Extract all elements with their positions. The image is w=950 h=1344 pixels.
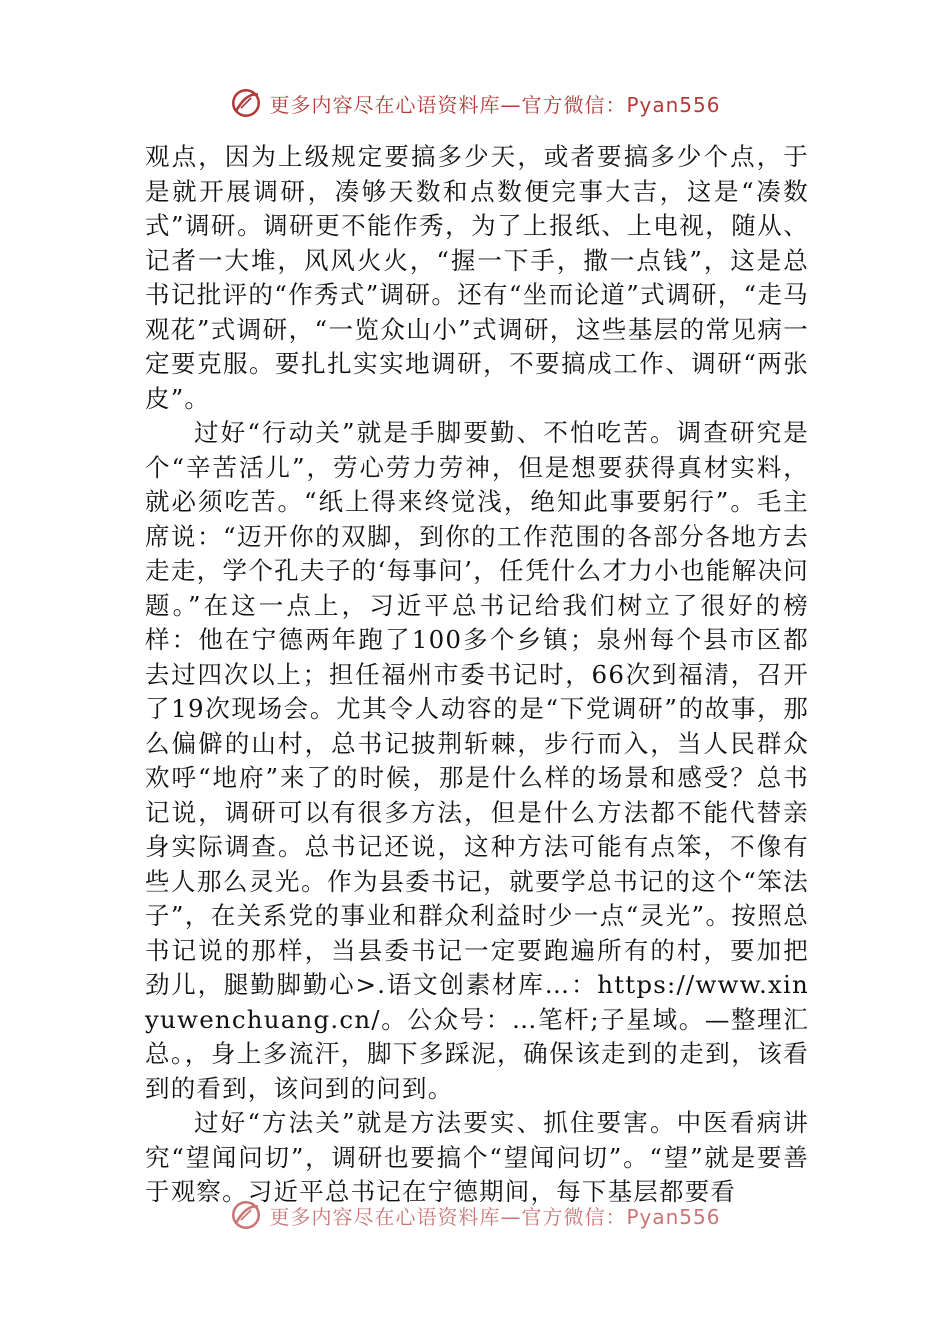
header-banner-text: 更多内容尽在心语资料库—官方微信：Pyan556	[269, 92, 721, 117]
paragraph-1: 观点，因为上级规定要搞多少天，或者要搞多少个点，于是就开展调研，凑够天数和点数便完事大吉，这是“凑数式”调研。调研更不能作秀，为了上报纸、上电视，随从、记者一大堆，风风火火，“握一下手，撒一点钱”，这是总书记批评的“作秀式”调研。还有“坐而论道”式调研，“走马观花”式调研，“一览众山小”式调研，这些基层的常见病一定要克服。要扎扎实实地调研，不要搞成工作、调研“两张皮”。	[145, 142, 809, 413]
paragraph-2: 过好“行动关”就是手脚要勤、不怕吃苦。调查研究是个“辛苦活儿”，劳心劳力劳神，但是想要获得真材实料，就必须吃苦。“纸上得来终觉浅，绝知此事要躬行”。毛主席说：“迈开你的双脚，到你的工作范围的各部分各地方去走走，学个孔夫子的‘每事问’，任凭什么才力小也能解决问题。”在这一点上，习近平总书记给我们树立了很好的榜样：他在宁德两年跑了100多个乡镇；泉州每个县市区都去过四次以上；担任福州市委书记时，66次到福清，召开了19次现场会。尤其令人动容的是“下党调研”的故事，那么偏僻的山村，总书记披荆斩棘，步行而入，当人民群众欢呼“地府”来了的时候，那是什么样的场景和感受？总书记说，调研可以有很多方法，但是什么方法都不能代替亲身实际调查。总书记还说，这种方法可能有点笨，不像有些人那么灵光。作为县委书记，就要学总书记的这个“笨法子”，在关系党的事业和群众利益时少一点“灵光”。按照总书记说的那样，当县委书记一定要跑遍所有的村，要加把劲儿，腿勤脚勤心>.语文创素材库…：https://www.xinyuwenchuang.cn/。公众号：…笔杆;子星域。—整理汇总。，身上多流汗，脚下多踩泥，确保该走到的走到，该看到的看到，该问到的问到。	[145, 418, 809, 1103]
document-page	[145, 140, 809, 1206]
brand-logo-icon	[229, 86, 263, 120]
header-watermark-banner	[0, 83, 950, 123]
document-body	[145, 140, 809, 1206]
paragraph-3: 过好“方法关”就是方法要实、抓住要害。中医看病讲究“望闻问切”，调研也要搞个“望闻问切”。“望”就是要善于观察。习近平总书记在宁德期间，每下基层都要看	[145, 1108, 809, 1206]
footer-banner-text: 更多内容尽在心语资料库—官方微信：Pyan556	[269, 1204, 721, 1229]
brand-logo-icon	[229, 1198, 263, 1232]
footer-watermark-banner	[0, 1204, 950, 1238]
